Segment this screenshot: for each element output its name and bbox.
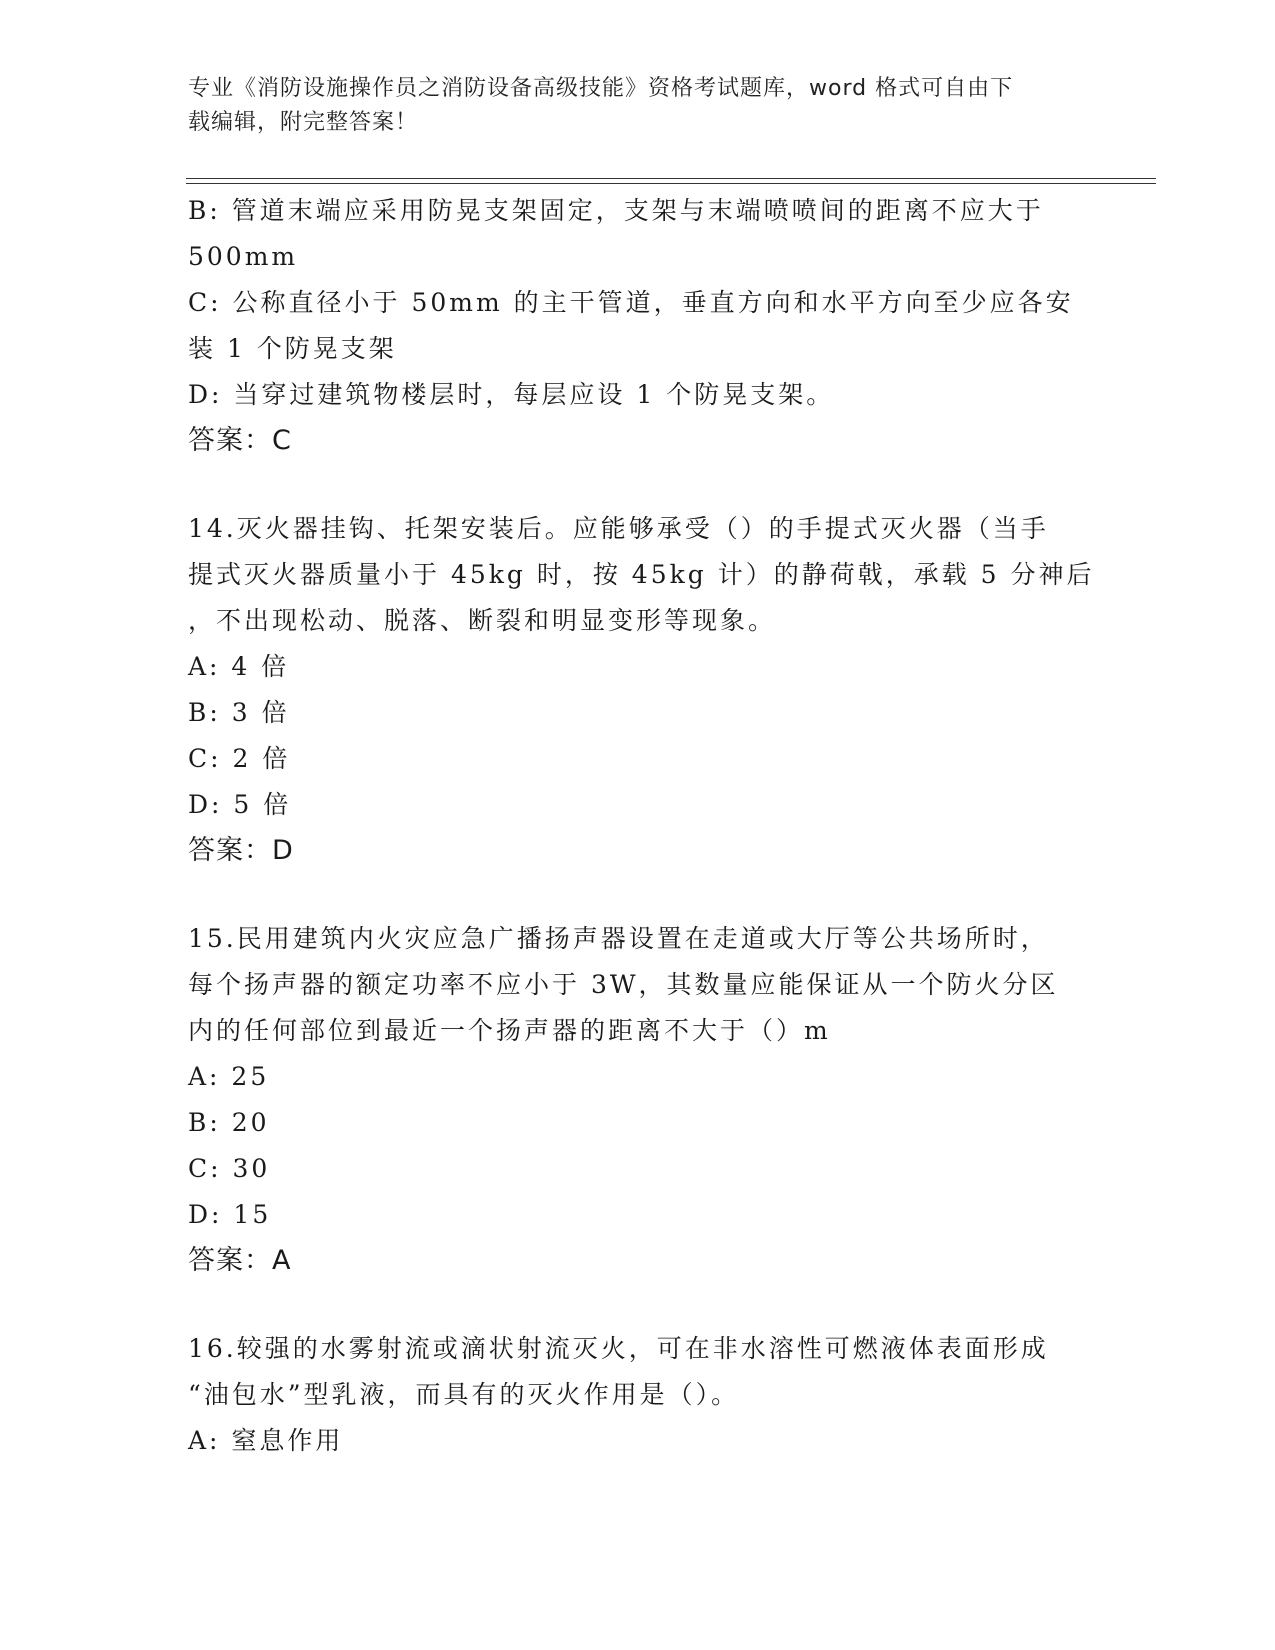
q15-option-a: A: 25 xyxy=(188,1062,270,1091)
q15-stem-line-2: 每个扬声器的额定功率不应小于 3W，其数量应能保证从一个防火分区 xyxy=(188,970,1059,999)
q14-option-d: D: 5 倍 xyxy=(188,790,292,819)
q15-answer: 答案：A xyxy=(188,1245,292,1276)
question-content xyxy=(188,188,1095,1464)
q14-option-a: A: 4 倍 xyxy=(188,652,290,681)
header-rule-top xyxy=(186,178,1156,179)
q16-stem-line-1: 16.较强的水雾射流或滴状射流灭火，可在非水溶性可燃液体表面形成 xyxy=(188,1334,1049,1363)
q14-stem-line-1: 14.灭火器挂钩、托架安装后。应能够承受（）的手提式灭火器（当手 xyxy=(188,514,1049,543)
q14-option-b: B: 3 倍 xyxy=(188,698,290,727)
question-14 xyxy=(188,506,1095,874)
q13-option-b-line-1: B: 管道末端应采用防晃支架固定，支架与末端喷喷间的距离不应大于 xyxy=(188,196,1044,225)
question-16 xyxy=(188,1326,1088,1464)
question-13 xyxy=(188,188,1088,464)
q14-stem-line-3: ，不出现松动、脱落、断裂和明显变形等现象。 xyxy=(188,606,777,635)
q15-option-b: B: 20 xyxy=(188,1108,270,1137)
header-rule-bottom xyxy=(186,183,1156,184)
q14-stem-line-2: 提式灭火器质量小于 45kg 时，按 45kg 计）的静荷戟，承载 5 分神后 xyxy=(188,560,1095,589)
q13-option-b-line-2: 500mm xyxy=(188,242,299,271)
q13-answer: 答案：C xyxy=(188,425,292,456)
q15-option-d: D: 15 xyxy=(188,1200,272,1229)
q13-option-c-line-2: 装 1 个防晃支架 xyxy=(188,334,397,363)
question-15 xyxy=(188,916,1088,1284)
spacer xyxy=(188,1284,1088,1326)
q14-answer: 答案：D xyxy=(188,835,294,866)
spacer xyxy=(188,874,1088,916)
q15-stem-line-3: 内的任何部位到最近一个扬声器的距离不大于（）m xyxy=(188,1016,831,1045)
q16-stem-line-2: “油包水”型乳液，而具有的灭火作用是（）。 xyxy=(188,1380,740,1409)
q13-option-c-line-1: C: 公称直径小于 50mm 的主干管道，垂直方向和水平方向至少应各安 xyxy=(188,288,1074,317)
q15-stem-line-1: 15.民用建筑内火灾应急广播扬声器设置在走道或大厅等公共场所时， xyxy=(188,924,1049,953)
q13-option-d: D: 当穿过建筑物楼层时，每层应设 1 个防晃支架。 xyxy=(188,380,835,409)
q14-option-c: C: 2 倍 xyxy=(188,744,291,773)
q15-option-c: C: 30 xyxy=(188,1154,271,1183)
header-line-1: 专业《消防设施操作员之消防设备高级技能》资格考试题库，word 格式可自由下 xyxy=(188,76,1014,101)
header-line-2: 载编辑，附完整答案！ xyxy=(188,110,419,135)
spacer xyxy=(188,464,1088,506)
page-header xyxy=(188,72,1068,140)
q16-option-a: A: 窒息作用 xyxy=(188,1426,344,1455)
